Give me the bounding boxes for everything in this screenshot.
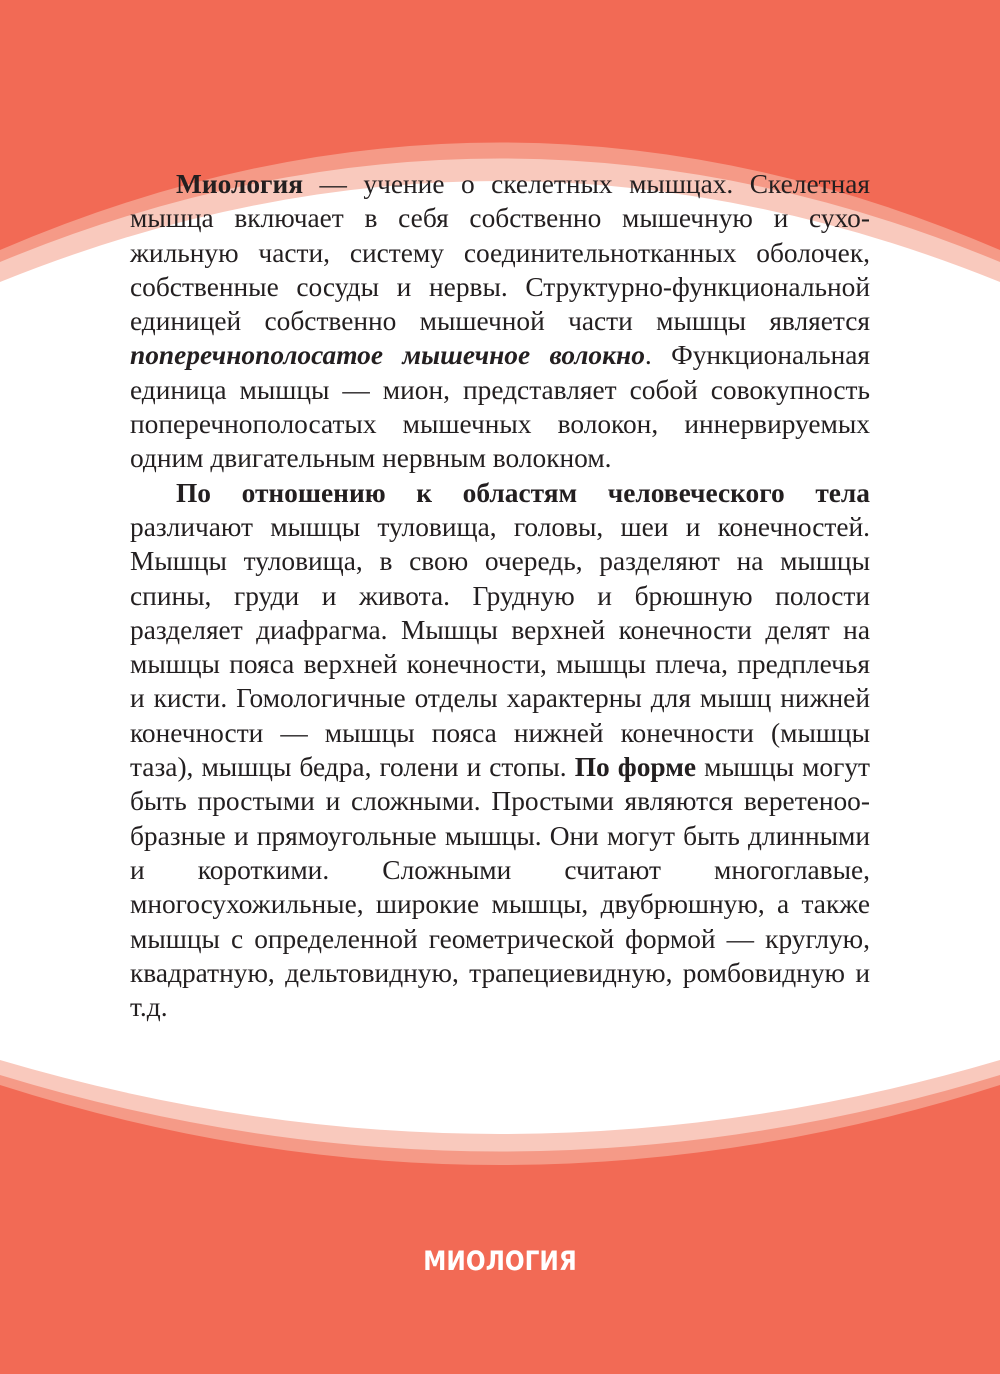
term-myology: Миология [176, 169, 304, 199]
paragraph2-part2: мышцы могут быть простыми и сложными. Простыми являются веретенообразные и прямоугольные мышцы. Они могут быть длинными и короткими. Сложными считают многоглавые, многосухожильные, широкие мышцы, двубрюшную, а также мышцы с определенной геометрической формой — круглую, квадратную, дельтовидную, трапециевидную, ромбовидную и т.д. [130, 752, 870, 1023]
term-body-regions: По отношению к областям человеческого тела [176, 477, 870, 508]
footer-section-title: МИОЛОГИЯ [423, 1246, 577, 1277]
paragraph1-part1: — учение о скелетных мышцах. Скелетная мышца включает в себя собственно мышечную и сухожильную части, систему соединительнотканных оболочек, собственные сосуды и нервы. Структурно-функциональной единицей собственно мышечной части мышцы является [130, 169, 870, 337]
paragraph-muscle-classification [130, 476, 870, 1025]
term-striated-fiber: поперечнополосатое мышечное волокно [130, 340, 645, 371]
paragraph2-part1: различают мышцы туловища, головы, шеи и конечностей. Мышцы туловища, в свою очередь, разделяют на мышцы спины, груди и живота. Грудную и брюшную полости разделяет диафрагма. Мышцы верхней конечности делят на мышцы пояса верхней конечности, мышцы плеча, предплечья и кисти. Гомологичные отделы характерны для мышц нижней конечности — мышцы пояса нижней конечности (мышцы таза), мышцы бедра, голени и стопы. [130, 511, 870, 783]
paragraph-myology-definition [130, 167, 870, 476]
body-text [130, 167, 870, 1024]
paragraph1-part2: . Функциональная единица мышцы — мион, представляет собой совокупность поперечнополосатых мышечных волокон, иннервируемых одним двигательным нервным волокном. [130, 340, 871, 474]
term-by-shape: По форме [574, 752, 697, 783]
